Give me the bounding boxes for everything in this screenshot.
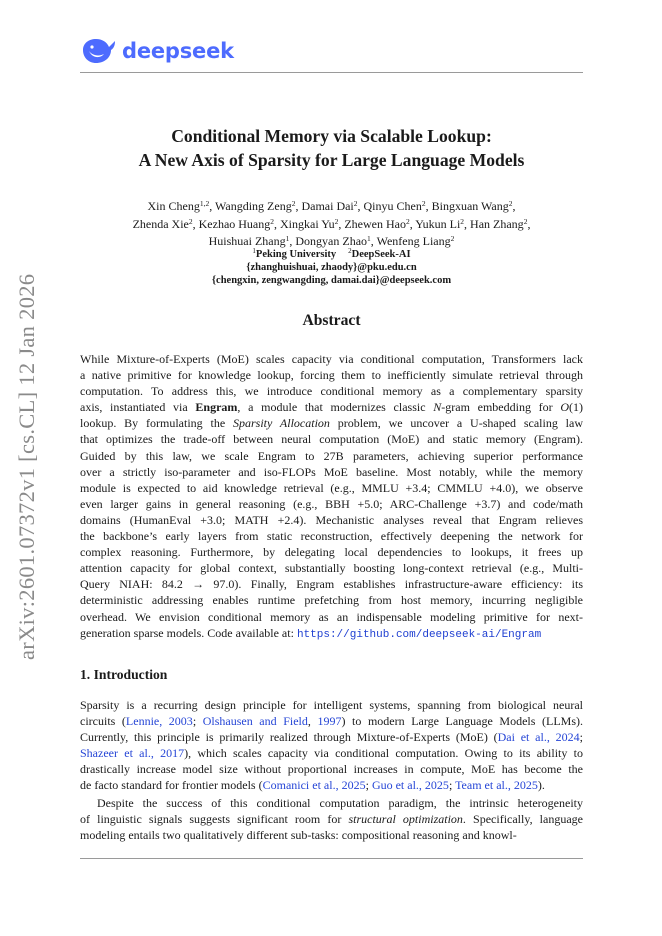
author-affiliation-marker: 2 xyxy=(450,234,455,243)
affiliation-line xyxy=(80,248,583,261)
abstract-line: deterministic addressing enables runtime prefetching from host memory, incurring negligible xyxy=(80,593,583,608)
author-name: Han Zhang xyxy=(470,216,524,231)
citation-link[interactable]: Guo et al., 2025 xyxy=(371,778,449,793)
abstract-line: even larger gains in general reasoning (e.g., BBH +5.0; ARC-Challenge +3.7) and code/math xyxy=(80,496,583,511)
author-name: Qinyu Chen xyxy=(363,199,422,213)
author-affiliation-marker: 2 xyxy=(421,199,426,208)
author-name: Yukun Li xyxy=(415,216,461,231)
email-line-1: {zhanghuishuai, zhaody}@pku.edu.cn xyxy=(246,262,417,274)
citation-link[interactable]: Comanici et al., 2025 xyxy=(262,778,366,793)
paragraph-line: Despite the success of this conditional computation paradigm, the intrinsic heterogeneity xyxy=(97,796,583,810)
abstract-line: lookup. By formulating the Sparsity Allocation problem, we uncover a U-shaped scaling law xyxy=(80,416,584,431)
citation-link[interactable]: Lennie, 2003 xyxy=(125,714,193,729)
paragraph-line: Sparsity is a recurring design principle for intelligent systems, spanning from biological neural xyxy=(80,698,583,712)
paragraph-line: drastically increase model size without proportional increases in compute, MoE has become the xyxy=(80,762,583,777)
author-name: Zhenda Xie xyxy=(132,216,189,231)
abstract-line: domains (HumanEval +3.0; MATH +2.4). Mechanistic analyses reveal that Engram relieves xyxy=(80,512,583,527)
abstract-line: generation sparse models. Code available at: https://github.com/deepseek-ai/Engram xyxy=(80,625,542,641)
abstract-line: Guided by this law, we scale Engram to 27B parameters, achieving superior performance xyxy=(80,448,583,463)
introduction-paragraph-2 xyxy=(80,795,583,843)
author-name: Dongyan Zhao xyxy=(295,234,368,248)
abstract-line: overhead. We envision conditional memory as an indispensable modeling primitive for next- xyxy=(80,609,583,624)
author-affiliation-marker: 2 xyxy=(291,199,296,208)
paragraph-line: de facto standard for frontier models (Comanici et al., 2025; Guo et al., 2025; Team et al., 2025). xyxy=(80,778,545,793)
paragraph-line: Currently, this principle is primarily realized through Mixture-of-Experts (MoE) (Dai et al., 2024; xyxy=(80,730,583,745)
author-affiliation-marker: 2 xyxy=(353,199,358,208)
abstract-line: While Mixture-of-Experts (MoE) scales capacity via conditional computation, Transformers lack xyxy=(80,352,583,366)
author-affiliation-marker: 1 xyxy=(285,234,290,243)
paragraph-line: modeling entails two qualitatively different sub-tasks: compositional reasoning and knowl- xyxy=(80,828,517,843)
affiliation-2: DeepSeek-AI xyxy=(351,249,411,260)
author-list: Xin Cheng$^{1,2}$, Wangding Zeng$^2$, Damai Dai$^2$, Qinyu Chen$^2$, Bingxuan Wang$^2$, Zhenda Xie$^2$, Kezhao Huang$^2$, Xingkai Yu$^2$, Zhewen Hao$^2$, Yukun Li$^2$, Han Zhang$^2$, Huishuai Zhang$^1$, Dongyan Zhao$^1$, Wenfeng Liang$^2$ xyxy=(132,199,531,248)
author-name: Zhewen Hao xyxy=(344,216,406,231)
author-affiliation-marker: 2 xyxy=(334,216,339,226)
affiliation-1-marker: 1 xyxy=(252,247,256,255)
title-line-1: Conditional Memory via Scalable Lookup: xyxy=(171,126,492,146)
section-heading-introduction: 1. Introduction xyxy=(80,667,168,682)
abstract-line: module is expected to aid knowledge retrieval (e.g., MMLU +3.4; CMMLU +4.0), we observe xyxy=(80,480,583,495)
author-name: Damai Dai xyxy=(301,199,354,213)
author-name: Kezhao Huang xyxy=(198,216,271,231)
author-affiliation-marker: 2 xyxy=(508,199,513,208)
abstract-line: computation. To address this, we introduce conditional memory as a complementary sparsity xyxy=(80,384,583,399)
citation-link[interactable]: Dai et al., 2024 xyxy=(497,730,580,745)
logo-wordmark: deepseek xyxy=(122,39,234,63)
abstract-line: attention capacity for global context, substantially boosting long-context retrieval (e.g., Multi- xyxy=(80,561,583,576)
author-name: Wangding Zeng xyxy=(215,199,292,213)
author-name: Xin Cheng xyxy=(147,199,200,213)
paragraph-line: Shazeer et al., 2017), which scales capacity via conditional computation. Owing to its ability to xyxy=(80,746,583,761)
author-affiliation-marker: 2 xyxy=(460,216,465,226)
abstract-line: complex reasoning. Furthermore, by delegating local dependencies to lookups, it frees up xyxy=(80,545,583,560)
paragraph-line: of linguistic signals suggests significant room for structural optimization. Specifically, language xyxy=(80,812,583,827)
author-affiliation-marker: 2 xyxy=(270,216,275,226)
abstract-line: axis, instantiated via Engram, a module that modernizes classic N-gram embedding for O(1) xyxy=(80,400,584,415)
abstract-line: a native primitive for knowledge lookup, forcing them to inefficiently simulate retrieval through xyxy=(80,368,583,383)
whale-icon xyxy=(80,36,118,66)
author-name: Huishuai Zhang xyxy=(208,234,286,248)
paper-title xyxy=(80,124,583,172)
email-line-2: {chengxin, zengwangding, damai.dai}@deepseek.com xyxy=(211,275,452,287)
affiliations xyxy=(80,248,583,288)
citation-link[interactable]: 1997 xyxy=(317,714,342,729)
abstract-line: over a strictly iso-parameter and iso-FLOPs MoE baseline. Most notably, while the memory xyxy=(80,464,583,479)
abstract-body xyxy=(80,351,583,643)
abstract-line: the backbone’s early layers from static reconstruction, effectively deepening the network for xyxy=(80,529,583,544)
author-affiliation-marker: 1,2 xyxy=(199,199,210,208)
author-name: Bingxuan Wang xyxy=(431,199,509,213)
title-line-2: A New Axis of Sparsity for Large Language Models xyxy=(138,150,525,170)
code-link[interactable]: https://github.com/deepseek-ai/Engram xyxy=(296,628,542,641)
author-name: Xingkai Yu xyxy=(280,216,335,231)
abstract-heading: Abstract xyxy=(302,312,361,329)
affiliation-2-marker: 2 xyxy=(348,247,352,255)
introduction-paragraph-1 xyxy=(80,697,583,794)
author-affiliation-marker: 2 xyxy=(523,216,528,226)
citation-link[interactable]: Olshausen and Field xyxy=(202,714,308,729)
citation-link[interactable]: Team et al., 2025 xyxy=(455,778,538,793)
footer-rule xyxy=(80,858,583,859)
citation-link[interactable]: Shazeer et al., 2017 xyxy=(80,746,185,761)
header-rule xyxy=(80,72,583,73)
abstract-line: that optimizes the trade-off between neural computation (MoE) and static memory (Engram). xyxy=(80,432,583,447)
abstract-line: Query NIAH: 84.2 → 97.0). Finally, Engram establishes infrastructure-aware efficiency: its xyxy=(80,577,583,592)
author-affiliation-marker: 2 xyxy=(188,216,193,226)
arxiv-side-stamp: arXiv:2601.07372v1 [cs.CL] 12 Jan 2026 xyxy=(14,273,39,660)
author-affiliation-marker: 2 xyxy=(405,216,410,226)
paragraph-line: circuits (Lennie, 2003; Olshausen and Field, 1997) to modern Large Language Models (LLMs). xyxy=(80,714,583,729)
affiliation-1: Peking University xyxy=(255,249,337,260)
author-name: Wenfeng Liang xyxy=(376,234,451,248)
deepseek-logo xyxy=(80,36,234,66)
author-affiliation-marker: 1 xyxy=(367,234,371,243)
